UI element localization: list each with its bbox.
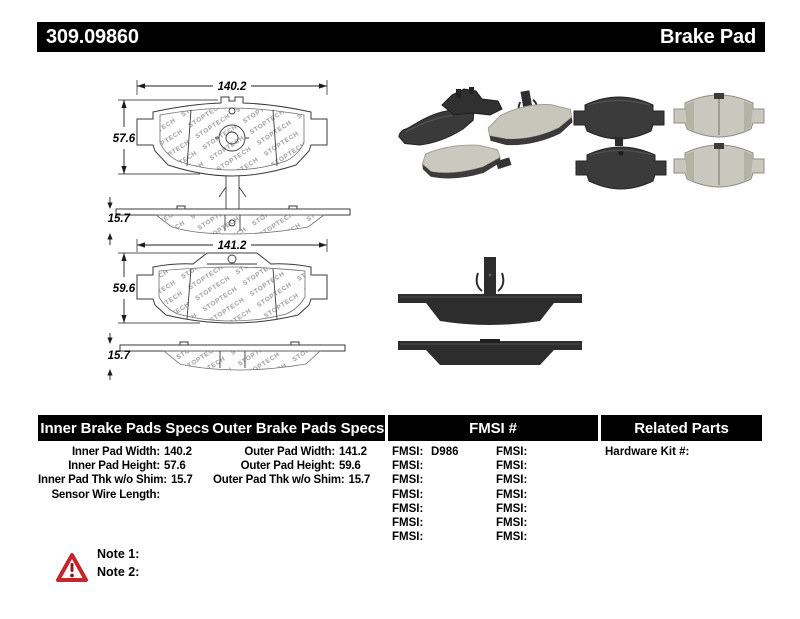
pad-back-image — [576, 147, 666, 189]
inner-pad-drawing — [40, 75, 370, 250]
spec-row — [213, 473, 383, 487]
fmsi-row — [496, 516, 535, 530]
spec-value: 15.7 — [170, 474, 193, 487]
pad-face-image — [674, 93, 764, 137]
fmsi-row — [496, 445, 535, 459]
specs-header-bar — [38, 415, 385, 441]
fmsi-row — [392, 473, 459, 487]
spec-value: 140.2 — [164, 446, 192, 458]
dimension-label-inner-height: 57.6 — [112, 133, 136, 145]
spec-label: Inner Pad Height: — [68, 460, 160, 473]
spec-label: Inner Pad Thk w/o Shim: — [38, 474, 167, 487]
spec-row — [38, 473, 208, 487]
pad-edge-image — [398, 339, 582, 365]
outer-pad-friction-surface — [159, 267, 305, 321]
sensor-bracket-image — [442, 87, 502, 115]
product-type: Brake Pad — [659, 25, 756, 48]
outer-pad-edge-view — [164, 351, 320, 370]
fmsi-value: D986 — [431, 446, 459, 458]
fmsi-row — [392, 488, 459, 502]
note-row — [97, 563, 145, 581]
brake-pads-photo-set — [570, 85, 770, 195]
spec-row — [38, 488, 208, 502]
spec-row — [213, 459, 383, 473]
note-label: Note 2: — [97, 565, 140, 579]
spec-label: Inner Pad Width: — [71, 446, 160, 458]
dimension-label-outer-height: 59.6 — [112, 283, 136, 295]
pad-edge-with-sensor-image — [398, 257, 582, 325]
fmsi-row — [392, 516, 459, 530]
fmsi-row — [496, 502, 535, 516]
note-row — [97, 545, 145, 563]
pad-back-image — [574, 97, 664, 146]
fmsi-row — [392, 530, 459, 544]
spec-row — [38, 445, 208, 459]
spec-value: 59.6 — [339, 460, 361, 473]
outer-pad-drawing — [40, 237, 370, 387]
spec-label: Outer Pad Thk w/o Shim: — [213, 474, 345, 487]
brake-pads-photo-edge — [390, 245, 590, 365]
pad-face-image — [674, 143, 764, 187]
spec-label: Outer Pad Height: — [240, 460, 335, 473]
related-parts-row — [605, 445, 695, 459]
fmsi-label: FMSI: — [496, 516, 528, 529]
pad-friction-up-image — [483, 85, 575, 150]
inner-specs-column — [38, 445, 208, 502]
pad-friction-face-image — [421, 141, 512, 181]
part-number: 309.09860 — [46, 25, 139, 48]
fmsi-label: FMSI: — [496, 460, 528, 473]
fmsi-row — [392, 502, 459, 516]
spec-row — [213, 445, 383, 459]
fmsi-label: FMSI: — [392, 460, 424, 473]
fmsi-label: FMSI: — [496, 446, 528, 458]
fmsi-label: FMSI: — [392, 516, 424, 529]
fmsi-header-bar — [388, 415, 598, 441]
title-bar — [37, 22, 765, 52]
spec-label: Outer Pad Width: — [244, 446, 335, 458]
outer-specs-column — [213, 445, 383, 488]
fmsi-row — [496, 530, 535, 544]
fmsi-label: FMSI: — [392, 531, 424, 544]
spec-label: Sensor Wire Length: — [51, 488, 160, 501]
inner-pad-friction-surface — [160, 108, 304, 170]
fmsi-row — [496, 473, 535, 487]
brake-pads-photo-angled — [390, 85, 590, 195]
fmsi-row — [392, 445, 459, 459]
warning-triangle-icon — [56, 552, 88, 584]
inner-specs-title: Inner Brake Pads Specs — [40, 419, 210, 437]
fmsi-column-1 — [392, 445, 459, 544]
fmsi-label: FMSI: — [496, 531, 528, 544]
dimension-label-outer-width: 141.2 — [217, 240, 247, 252]
fmsi-row — [496, 488, 535, 502]
notes-block — [97, 545, 145, 581]
related-parts-label: Hardware Kit #: — [605, 446, 690, 458]
note-label: Note 1: — [97, 547, 140, 561]
spec-row — [38, 459, 208, 473]
spec-value: 57.6 — [164, 460, 186, 473]
outer-specs-title: Outer Brake Pads Specs — [212, 419, 385, 437]
fmsi-column-2 — [496, 445, 535, 544]
dimension-label-inner-thickness: 15.7 — [107, 213, 130, 225]
related-parts-column — [605, 445, 695, 459]
fmsi-label: FMSI: — [392, 446, 424, 458]
fmsi-label: FMSI: — [496, 488, 528, 501]
fmsi-label: FMSI: — [392, 488, 424, 501]
spec-value: 15.7 — [348, 474, 371, 487]
related-parts-title: Related Parts — [634, 419, 729, 437]
fmsi-title: FMSI # — [469, 419, 517, 437]
spec-value: 141.2 — [339, 446, 367, 458]
fmsi-label: FMSI: — [392, 502, 424, 515]
fmsi-row — [496, 459, 535, 473]
dimension-label-inner-width: 140.2 — [217, 81, 247, 93]
dimension-label-outer-thickness: 15.7 — [107, 350, 130, 362]
fmsi-label: FMSI: — [496, 474, 528, 487]
fmsi-row — [392, 459, 459, 473]
related-parts-header-bar — [601, 415, 762, 441]
fmsi-label: FMSI: — [392, 474, 424, 487]
fmsi-label: FMSI: — [496, 502, 528, 515]
